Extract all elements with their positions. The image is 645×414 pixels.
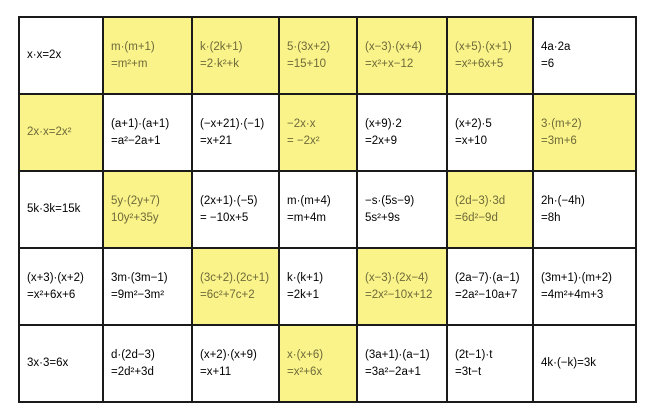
expression-line-1: 4k·(−k)=3k [541,357,596,369]
expression-line-1: −2x·x [287,117,316,130]
expression-cell [103,94,192,171]
expression-line-1: (x+2)·5 [455,117,492,130]
expression-line-1: (−x+21)·(−1) [200,117,265,130]
expression-line-1: (3c+2).(2c+1) [200,271,270,284]
expression-cell [357,171,447,248]
expression-line-1: (x−3)·(2x−4) [365,271,429,284]
expression-cell-highlighted [357,17,447,94]
expression-line-2: =x+21 [200,134,232,147]
exercise-grid [18,16,637,403]
expression-cell [447,325,533,402]
expression-line-1: x·x=2x [27,49,62,61]
grid-row [19,248,636,325]
expression-line-1: 2h·(−4h) [541,194,585,207]
expression-line-1: −s·(5s−9) [365,194,415,207]
expression-line-1: k·(2k+1) [200,40,243,53]
expression-line-1: (2d−3)·3d [455,194,506,207]
grid-row [19,325,636,402]
expression-line-1: 3x·3=6x [27,357,69,369]
expression-cell [357,94,447,171]
expression-cell-highlighted [192,17,279,94]
expression-line-2: =3t−t [455,365,482,378]
expression-cell [533,325,636,402]
expression-line-2: =6c²+7c+2 [200,288,255,301]
expression-line-1: (2t−1)·t [455,348,493,361]
expression-line-2: =x²+6x+5 [455,57,504,70]
expression-cell [192,171,279,248]
expression-line-2: =6d²−9d [455,211,498,224]
expression-line-2: =x+10 [455,134,487,147]
expression-line-1: 5·(3x+2) [287,40,331,53]
expression-line-1: 5k·3k=15k [27,203,81,215]
expression-cell-highlighted [103,17,192,94]
expression-cell [447,248,533,325]
expression-cell-highlighted [279,94,357,171]
expression-cell [447,94,533,171]
expression-line-2: =x²+6x [287,365,323,378]
expression-line-2: =8h [541,211,561,224]
expression-line-2: =x²+x−12 [365,57,414,70]
expression-line-1: 5y·(2y+7) [111,194,160,207]
expression-line-1: (x+3)·(x+2) [27,271,84,284]
expression-cell-highlighted [103,171,192,248]
expression-cell [19,171,103,248]
expression-cell [19,248,103,325]
expression-cell-highlighted [279,17,357,94]
expression-line-1: (a+1)·(a+1) [111,117,170,130]
grid-row [19,94,636,171]
expression-cell [279,171,357,248]
expression-cell [533,17,636,94]
expression-cell [533,171,636,248]
expression-cell-highlighted [19,94,103,171]
expression-line-1: 3·(m+2) [541,117,582,130]
expression-line-2: =2d²+3d [111,365,154,378]
expression-line-1: 2x·x=2x² [27,126,72,138]
expression-line-2: =6 [541,57,555,70]
expression-line-1: (2x+1)·(−5) [200,194,258,207]
expression-line-1: d·(2d−3) [111,348,155,361]
expression-cell-highlighted [192,248,279,325]
expression-line-2: =2·k²+k [200,57,239,70]
expression-line-1: (x−3)·(x+4) [365,40,422,53]
expression-line-2: =15+10 [287,57,327,70]
expression-cell [19,325,103,402]
expression-line-2: =m²+m [111,57,148,70]
expression-line-1: (x+9)·2 [365,117,402,130]
expression-line-1: (3a+1)·(a−1) [365,348,430,361]
expression-cell-highlighted [279,325,357,402]
expression-cell [103,248,192,325]
expression-cell [533,248,636,325]
expression-line-1: 4a·2a [541,40,571,53]
expression-cell [19,17,103,94]
expression-cell-highlighted [447,17,533,94]
expression-line-1: (x+5)·(x+1) [455,40,512,53]
expression-line-2: = −2x² [287,134,320,147]
expression-line-1: (2a−7)·(a−1) [455,271,520,284]
expression-line-2: =a²−2a+1 [111,134,161,147]
expression-line-2: 10y²+35y [111,211,159,224]
expression-cell [103,325,192,402]
expression-line-1: k·(k+1) [287,271,324,284]
grid-body [19,17,636,402]
expression-line-2: =x+11 [200,365,232,378]
expression-cell-highlighted [357,248,447,325]
expression-line-2: =2a²−10a+7 [455,288,518,301]
expression-line-1: m·(m+1) [111,40,155,53]
expression-line-2: =9m²−3m² [111,288,165,301]
expression-line-2: =4m²+4m+3 [541,288,604,301]
expression-line-1: (x+2)·(x+9) [200,348,257,361]
expression-line-2: 5s²+9s [365,211,400,224]
expression-cell-highlighted [447,171,533,248]
expression-line-2: =2x²−10x+12 [365,288,433,301]
grid-row [19,17,636,94]
expression-cell [192,325,279,402]
expression-cell [192,94,279,171]
grid-row [19,171,636,248]
expression-line-2: =x²+6x+6 [27,288,76,301]
expression-line-1: m·(m+4) [287,194,331,207]
expression-line-2: =3a²−2a+1 [365,365,421,378]
expression-line-2: =2k+1 [287,288,319,301]
expression-line-2: =3m+6 [541,134,577,147]
expression-line-2: =m+4m [287,211,326,224]
expression-line-1: 3m·(3m−1) [111,271,168,284]
expression-line-2: = −10x+5 [200,211,249,224]
expression-cell [357,325,447,402]
expression-line-2: =2x+9 [365,134,397,147]
expression-cell-highlighted [533,94,636,171]
expression-line-1: x·(x+6) [287,348,324,361]
expression-line-1: (3m+1)·(m+2) [541,271,612,284]
expression-cell [279,248,357,325]
